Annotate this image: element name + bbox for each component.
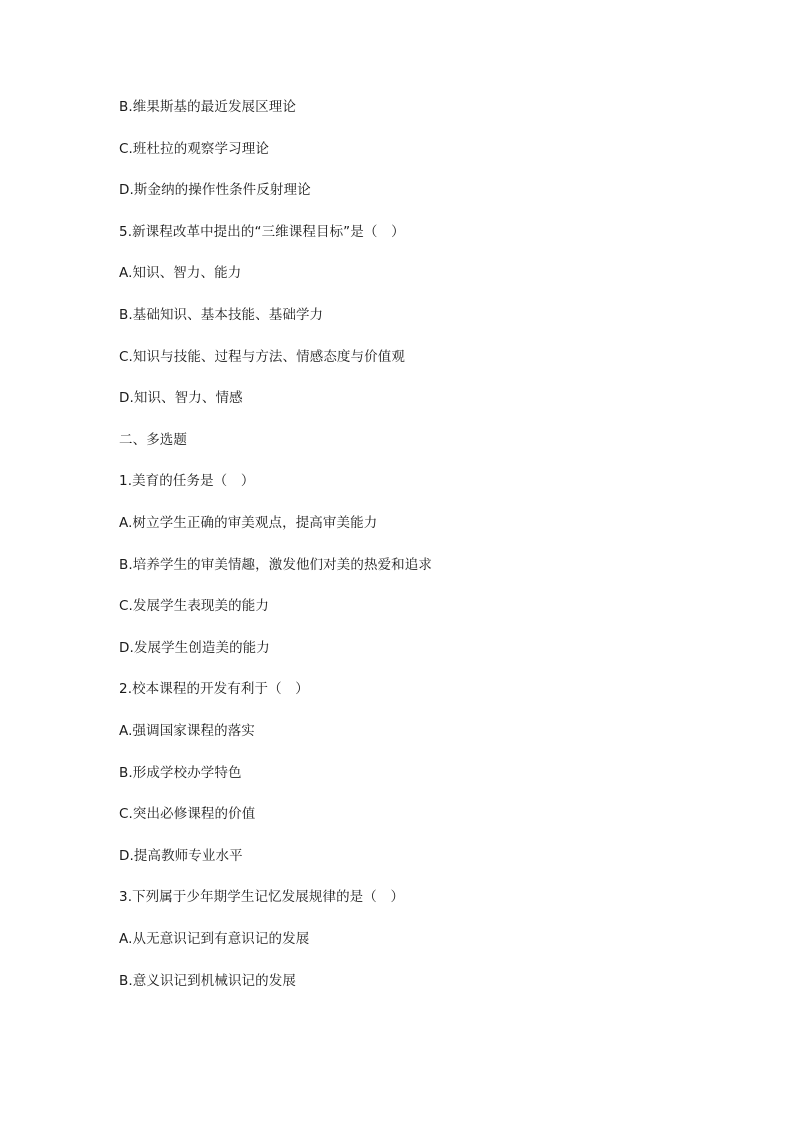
- option-line: A.强调国家课程的落实: [119, 723, 255, 739]
- question-line: 3.下列属于少年期学生记忆发展规律的是（ ）: [119, 889, 405, 905]
- question-line: 5.新课程改革中提出的“三维课程目标”是（ ）: [119, 224, 405, 240]
- option-line: B.维果斯基的最近发展区理论: [119, 99, 296, 115]
- question-line: 2.校本课程的开发有利于（ ）: [119, 681, 309, 697]
- option-line: A.从无意识记到有意识记的发展: [119, 931, 310, 947]
- section-heading: 二、多选题: [119, 432, 187, 448]
- option-line: D.知识、智力、情感: [119, 390, 243, 406]
- option-line: C.知识与技能、过程与方法、情感态度与价值观: [119, 349, 405, 365]
- option-line: C.发展学生表现美的能力: [119, 598, 269, 614]
- option-line: D.提高教师专业水平: [119, 848, 243, 864]
- option-line: C.突出必修课程的价值: [119, 806, 256, 822]
- option-line: B.基础知识、基本技能、基础学力: [119, 307, 324, 323]
- option-line: D.斯金纳的操作性条件反射理论: [119, 182, 311, 198]
- option-line: B.形成学校办学特色: [119, 765, 242, 781]
- option-line: A.知识、智力、能力: [119, 265, 242, 281]
- option-line: D.发展学生创造美的能力: [119, 640, 270, 656]
- option-line: C.班杜拉的观察学习理论: [119, 141, 269, 157]
- option-line: B.培养学生的审美情趣，激发他们对美的热爱和追求: [119, 557, 432, 573]
- option-line: A.树立学生正确的审美观点，提高审美能力: [119, 515, 378, 531]
- question-line: 1.美育的任务是（ ）: [119, 473, 255, 489]
- option-line: B.意义识记到机械识记的发展: [119, 973, 296, 989]
